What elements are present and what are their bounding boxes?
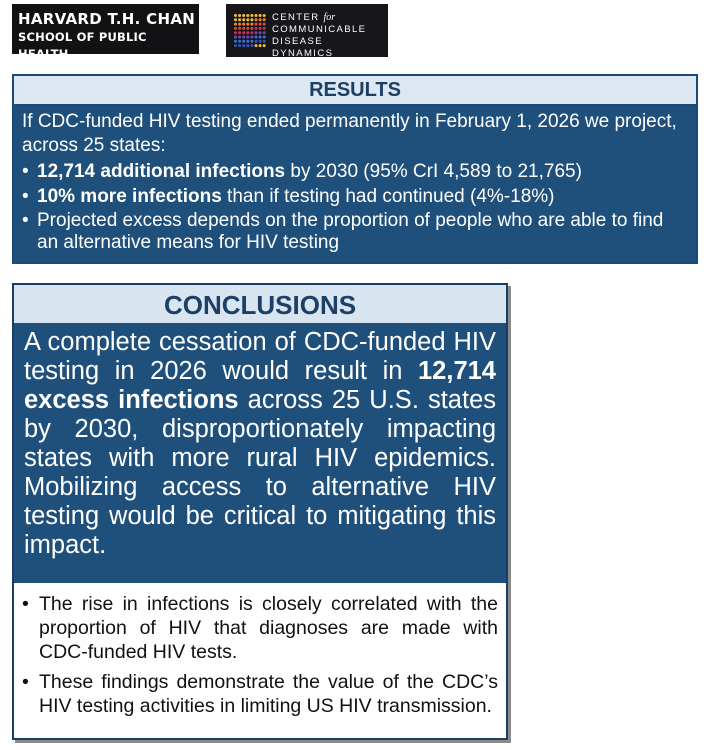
results-intro: If CDC-funded HIV testing ended permanently in February 1, 2026 we project, across 25 states: <box>22 111 677 156</box>
results-bullet: • 10% more infections than if testing had continued (4%-18%) <box>22 185 688 209</box>
results-body <box>14 105 696 254</box>
results-bullet-list <box>22 160 688 254</box>
results-title: RESULTS <box>14 76 696 105</box>
dot-grid-icon <box>233 13 267 49</box>
results-bullet: • 12,714 additional infections by 2030 (95% CrI 4,589 to 21,765) <box>22 160 688 184</box>
harvard-logo <box>12 4 199 61</box>
conclusions-bullet-list <box>22 592 498 718</box>
results-bullet: • Projected excess depends on the proportion of people who are able to find an alternative means for HIV testing <box>22 210 688 254</box>
conclusions-bullet: • The rise in infections is closely correlated with the proportion of HIV that diagnoses are made with CDC-funded HIV tests. <box>22 592 498 664</box>
harvard-logo-line1: HARVARD T.H. CHAN <box>18 10 196 28</box>
conclusions-bullet: • These findings demonstrate the value of the CDC’s HIV testing activities in limiting US HIV transmission. <box>22 670 498 718</box>
ccdd-logo-text: CENTER for COMMUNICABLE DISEASE DYNAMICS <box>272 12 367 59</box>
conclusions-main-text: A complete cessation of CDC-funded HIV testing in 2026 would result in 12,714 excess infections across 25 U.S. states by 2030, disproportionately impacting states with more rural HIV epidemics. Mobilizing access to alternative HIV testing would be critical to mitigating this impact. <box>14 323 506 583</box>
harvard-logo-line2: SCHOOL OF PUBLIC HEALTH <box>18 30 147 61</box>
conclusions-title: CONCLUSIONS <box>14 285 506 323</box>
conclusions-panel <box>12 283 508 740</box>
conclusions-notes <box>14 583 506 718</box>
results-panel <box>12 74 698 264</box>
ccdd-logo <box>226 4 388 57</box>
